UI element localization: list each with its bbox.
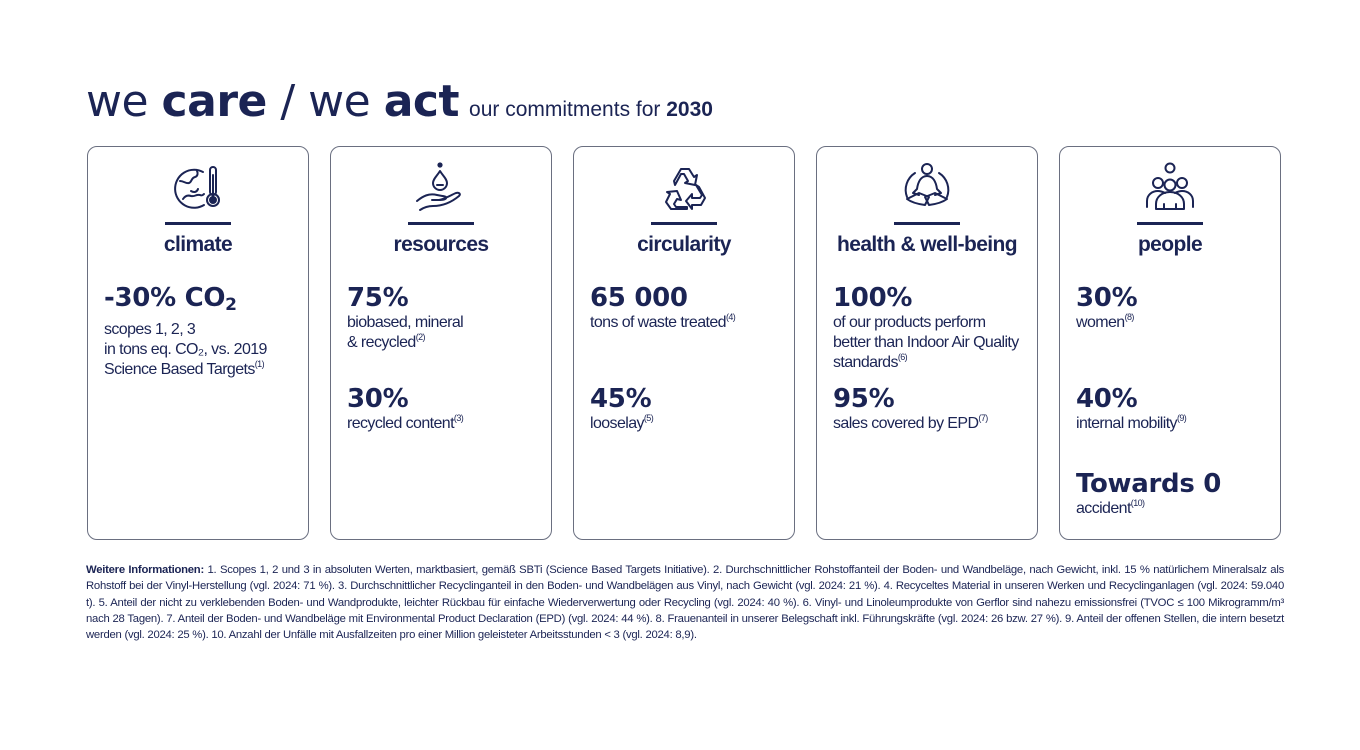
- card-resources: [330, 146, 552, 540]
- headline-main: we care / we act: [86, 76, 460, 127]
- metric-desc: internal mobility$^{(9)}$: [1076, 413, 1187, 432]
- metric-recycled-content: [347, 384, 543, 434]
- metric-desc: recycled content$^{(3)}$: [347, 413, 464, 432]
- metric-desc: accident$^{(10)}$: [1076, 498, 1145, 517]
- metric-indoor-air: [833, 283, 1029, 373]
- metric-desc: tons of waste treated$^{(4)}$: [590, 312, 736, 331]
- headline-subtitle: our commitments for 2030: [469, 98, 713, 121]
- metric-accidents: [1076, 469, 1272, 519]
- card-people: [1059, 146, 1281, 540]
- card-circularity: [573, 146, 795, 540]
- metric-co2: [104, 283, 300, 380]
- title-rule: [408, 222, 474, 225]
- footnotes-label: Weitere Informationen:: [86, 564, 204, 576]
- metric-value: 75%: [347, 283, 409, 313]
- metric-biobased: [347, 283, 543, 353]
- footnotes: [86, 562, 1284, 643]
- card-title: health & well-being: [837, 233, 1017, 256]
- metric-value: 65 000: [590, 283, 688, 313]
- metric-desc: scopes 1, 2, 3 in tons eq. CO₂, vs. 2019 Science Based Targets$^{(1)}$: [104, 321, 267, 378]
- people-group-icon: [1142, 161, 1198, 217]
- metric-value: 95%: [833, 384, 895, 414]
- globe-thermometer-icon: [170, 161, 226, 217]
- title-rule: [651, 222, 717, 225]
- metric-value: Towards 0: [1076, 469, 1222, 499]
- metric-desc: of our products perform better than Indoor Air Quality standards$^{(6)}$: [833, 314, 1019, 371]
- metric-internal-mobility: [1076, 384, 1272, 434]
- card-climate: [87, 146, 309, 540]
- title-rule: [894, 222, 960, 225]
- metric-desc: biobased, mineral & recycled$^{(2)}$: [347, 314, 464, 351]
- metric-desc: women$^{(8)}$: [1076, 312, 1134, 331]
- metric-value: 100%: [833, 283, 913, 313]
- metric-value: 30%: [1076, 283, 1138, 313]
- metric-desc: sales covered by EPD$^{(7)}$: [833, 413, 988, 432]
- page-headline: [86, 76, 713, 127]
- title-rule: [1137, 222, 1203, 225]
- hand-water-drop-icon: [413, 161, 469, 217]
- metric-value: 45%: [590, 384, 652, 414]
- metric-women: [1076, 283, 1272, 333]
- recycle-icon: [656, 161, 712, 217]
- metric-desc: looselay$^{(5)}$: [590, 413, 654, 432]
- card-title: people: [1137, 233, 1203, 256]
- card-title: circularity: [637, 233, 731, 256]
- metric-waste: [590, 283, 786, 333]
- card-title: resources: [393, 233, 489, 256]
- footnotes-text: 1. Scopes 1, 2 und 3 in absoluten Werten, marktbasiert, gemäß SBTi (Science Based Targets Initiative). 2. Durchschnittlicher Rohstoffanteil der Boden- und Wandbeläge, nach Gewicht, inkl. 15 % natürlichem Mineralsalz als Rohstoff bei der Vinyl-Herstellung (vgl. 2024: 71 %). 3. Durchschnittlicher Recyclinganteil in den Boden- und Wandbelägen aus Vinyl, nach Gewicht (vgl. 2024: 21 %). 4. Recyceltes Material in unseren Werken und Recyclinganlagen (vgl. 2024: 59.040 t). 5. Anteil der nicht zu verklebenden Boden- und Wandprodukte, leichter Rückbau für einfache Wiederverwertung oder Recycling (vgl. 2024: 40 %). 6. Vinyl- und Linoleumprodukte von Gerflor sind nahezu emissionsfrei (TVOC ≤ 100 Mikrogramm/m³ nach 28 Tagen). 7. Anteil der Boden- und Wandbeläge mit Environmental Product Declaration (EPD) (vgl. 2024: 44 %). 8. Frauenanteil in unserer Belegschaft inkl. Führungskräfte (vgl. 2024: 26 bzw. 27 %). 9. Anteil der offenen Stellen, die intern besetzt werden (vgl. 2024: 25 %). 10. Anzahl der Unfälle mit Ausfallzeiten pro einer Million geleisteter Arbeitsstunden < 3 (vgl. 2024: 8,9).: [86, 564, 1284, 642]
- card-health-well-being: [816, 146, 1038, 540]
- card-title: climate: [163, 233, 233, 256]
- meditation-icon: [899, 161, 955, 217]
- metric-value: 30%: [347, 384, 409, 414]
- metric-value: -30% $CO_2$: [104, 283, 237, 315]
- title-rule: [165, 222, 231, 225]
- metric-looselay: [590, 384, 786, 434]
- metric-value: 40%: [1076, 384, 1138, 414]
- metric-epd: [833, 384, 1029, 434]
